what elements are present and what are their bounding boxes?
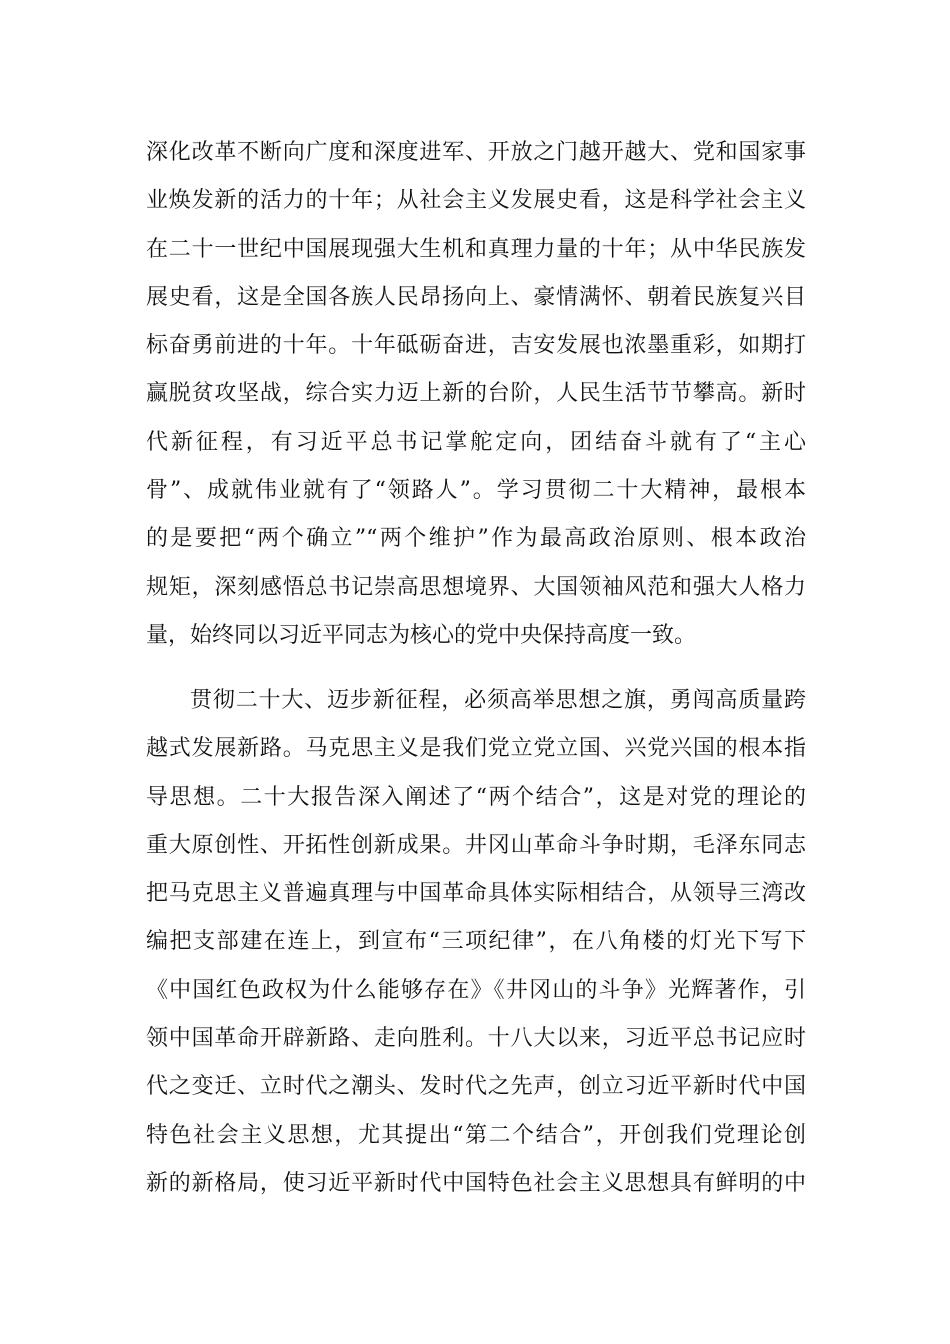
paragraph-line: 规矩，深刻感悟总书记崇高思想境界、大国领袖风范和强大人格力 [146,574,806,600]
paragraph-line: 量，始终同以习近平同志为核心的党中央保持高度一致。 [146,622,697,648]
paragraph-line: 越式发展新路。马克思主义是我们党立党立国、兴党兴国的根本指 [146,736,806,762]
paragraph-line: 代之变迁、立时代之潮头、发时代之先声，创立习近平新时代中国 [146,1074,806,1100]
paragraph-line: 贯彻二十大、迈步新征程，必须高举思想之旗，勇闯高质量跨 [190,688,806,713]
paragraph-line: 代新征程，有习近平总书记掌舵定向，团结奋斗就有了“主心 [146,429,806,455]
paragraph-line: 特色社会主义思想，尤其提出“第二个结合”，开创我们党理论创 [146,1122,806,1148]
paragraph-line: 深化改革不断向广度和深度进军、开放之门越开越大、党和国家事 [146,140,806,165]
paragraph-1 [146,129,806,660]
paragraph-line: 的是要把“两个确立”“两个维护”作为最高政治原则、根本政治 [146,526,806,552]
paragraph-line: 把马克思主义普遍真理与中国革命具体实际相结合，从领导三湾改 [146,881,806,907]
paragraph-line: 《中国红色政权为什么能够存在》《井冈山的斗争》光辉著作，引 [146,977,806,1003]
paragraph-line: 在二十一世纪中国展现强大生机和真理力量的十年；从中华民族发 [146,236,806,262]
paragraph-line: 领中国革命开辟新路、走向胜利。十八大以来，习近平总书记应时 [146,1026,806,1052]
paragraph-line: 标奋勇前进的十年。十年砥砺奋进，吉安发展也浓墨重彩，如期打 [146,333,806,359]
paragraph-line: 导思想。二十大报告深入阐述了“两个结合”，这是对党的理论的 [146,784,806,810]
paragraph-2 [146,677,806,1208]
paragraph-line: 赢脱贫攻坚战，综合实力迈上新的台阶，人民生活节节攀高。新时 [146,381,806,407]
paragraph-line: 编把支部建在连上，到宣布“三项纪律”，在八角楼的灯光下写下 [146,929,806,955]
paragraph-line: 业焕发新的活力的十年；从社会主义发展史看，这是科学社会主义 [146,188,806,214]
paragraph-line: 新的新格局，使习近平新时代中国特色社会主义思想具有鲜明的中 [146,1170,806,1196]
paragraph-line: 骨”、成就伟业就有了“领路人”。学习贯彻二十大精神，最根本 [146,478,806,504]
paragraph-line: 展史看，这是全国各族人民昂扬向上、豪情满怀、朝着民族复兴目 [146,284,806,310]
paragraph-line: 重大原创性、开拓性创新成果。井冈山革命斗争时期，毛泽东同志 [146,832,806,858]
